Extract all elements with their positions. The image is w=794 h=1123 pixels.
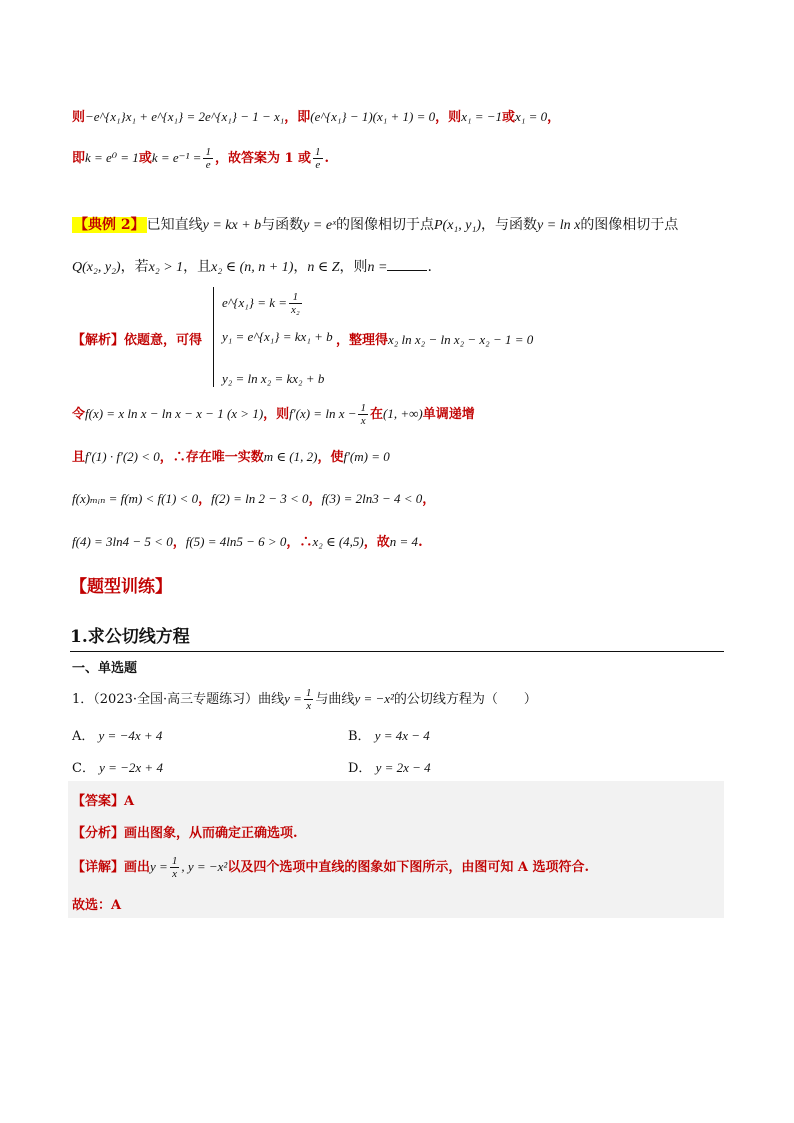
fraction: $\frac{1}{x}$ [360, 402, 366, 428]
equation: x₂ > 1 [148, 260, 184, 275]
system-eq-2 [222, 329, 333, 345]
text: 画出图象，从而确定正确选项. [124, 826, 298, 841]
text: 与函数 [261, 217, 304, 233]
text: ，故 [363, 535, 390, 550]
option-d[interactable] [348, 757, 431, 776]
equation: , y = −x² [181, 859, 228, 875]
fraction: $\frac{1}{x}$ [171, 855, 178, 881]
text: ， [308, 492, 322, 507]
text: ，整理得 [336, 333, 389, 348]
fraction: $\frac{1}{e}$ [315, 146, 321, 172]
analysis-line-qie [72, 446, 390, 465]
analysis-line-ling [72, 402, 475, 427]
subheading: 一、单选题 [72, 661, 138, 676]
text: ，则 [339, 259, 368, 275]
equation: e^{x₁} = k = [222, 295, 288, 311]
analysis-tag: 【解析】 [72, 333, 125, 348]
text: ， [172, 535, 186, 550]
option-c[interactable] [72, 757, 163, 776]
equation: (e^{x₁} − 1)(x₁ + 1) = 0 [310, 109, 436, 124]
equation: (1, +∞) [383, 406, 423, 422]
equation: f(3) = 2ln3 − 4 < 0 [321, 491, 423, 506]
heading-1: 1.求公切线方程 [70, 622, 724, 652]
option-letter: A． [72, 729, 95, 744]
option-a[interactable] [72, 725, 162, 744]
text: 且 [72, 450, 86, 465]
equation: x₁ = −1 [461, 109, 503, 124]
equation: m ∈ (1, 2) [263, 449, 318, 464]
answer-block [68, 781, 724, 918]
text: . [427, 259, 432, 275]
text: 与曲线 [315, 692, 355, 708]
text: 已知直线 [146, 217, 203, 233]
text: ，故答案为 1 或 [214, 151, 312, 167]
text: ，∴存在唯一实数 [159, 450, 264, 465]
text: ， [198, 492, 212, 507]
analysis-label: 【分析】 [72, 826, 125, 841]
equation: k = e⁰ = 1 [85, 150, 139, 166]
equation: y = eˣ [303, 218, 336, 233]
equation: y₂ = ln x₂ = kx₂ + b [222, 371, 325, 386]
equation: n = 4 [389, 534, 419, 549]
option-text: y = 4x − 4 [374, 728, 430, 743]
text: ，使 [317, 450, 344, 465]
text: 令 [72, 407, 86, 423]
equation: x₁ = 0 [515, 109, 548, 124]
text: ，且 [183, 259, 212, 275]
option-letter: C． [72, 761, 95, 776]
equation: −e^{x₁}x₁ + e^{x₁} = 2e^{x₁} − 1 − x₁ [85, 109, 285, 124]
analysis-result [336, 329, 533, 348]
equation: f(5) = 4ln5 − 6 > 0 [185, 534, 287, 549]
option-letter: B． [348, 729, 371, 744]
text: . [324, 151, 330, 167]
analysis-line-f4 [72, 531, 423, 550]
system-eq-3 [222, 371, 324, 387]
fraction: $\frac{1}{\text{x₂}}$ [291, 291, 300, 317]
solution-line-1 [72, 106, 560, 125]
equation: x₂ ∈ (n, n + 1) [211, 260, 294, 275]
text: ，则 [435, 110, 462, 125]
text: ，∴ [286, 535, 313, 550]
equation: P(x₁, y₁) [434, 218, 482, 233]
section-title: 【题型训练】 [70, 577, 172, 597]
equation: y = −x² [354, 691, 394, 707]
equation: f′(x) = ln x − [289, 406, 357, 422]
analysis-line-min [72, 488, 435, 507]
equation: y = ln x [537, 218, 581, 233]
text: 或 [502, 110, 516, 125]
text: 的公切线方程为（ ） [393, 692, 537, 708]
equation: x₂ ∈ (4,5) [312, 534, 364, 549]
equation: f′(1) · f′(2) < 0 [85, 449, 160, 464]
detail-line [72, 855, 589, 880]
text: 以及四个选项中直线的图象如下图所示，由图可知 A 选项符合. [227, 860, 589, 876]
equation: f′(m) = 0 [343, 449, 390, 464]
text: 依题意，可得 [124, 333, 203, 348]
example-2-line-2 [72, 256, 432, 276]
equation: Q(x₂, y₂) [72, 260, 121, 275]
option-b[interactable] [348, 725, 430, 744]
equation: k = e⁻¹ = [151, 150, 202, 166]
text: ， [422, 492, 436, 507]
option-letter: D． [348, 761, 372, 776]
equation: n ∈ Z [307, 260, 340, 275]
text: ，则 [263, 407, 290, 423]
question-1 [72, 687, 537, 712]
text: 画出 [124, 860, 151, 876]
text: 或 [138, 151, 152, 167]
text: 1．（2023·全国·高三专题练习）曲线 [72, 692, 285, 708]
text: 的图像相切于点 [336, 217, 434, 233]
fraction: $\frac{1}{x}$ [305, 687, 312, 713]
option-text: y = 2x − 4 [375, 760, 431, 775]
text: 在 [369, 407, 383, 423]
text: . [418, 535, 423, 550]
system-brace [213, 287, 220, 387]
fraction: $\frac{1}{e}$ [205, 146, 211, 172]
equation: y = [150, 859, 168, 875]
text: 则 [72, 110, 86, 125]
equation: f(x) = x ln x − ln x − x − 1 (x > 1) [85, 406, 264, 422]
equation: n = [367, 260, 388, 275]
answer-value: A [124, 794, 135, 809]
example-2-line-1 [72, 214, 678, 234]
example-tag: 【典例 2】 [74, 217, 145, 233]
text: ， [293, 259, 308, 275]
equation: f(2) = ln 2 − 3 < 0 [211, 491, 309, 506]
option-text: y = −4x + 4 [98, 728, 163, 743]
equation: y = kx + b [202, 218, 262, 233]
text: 的图像相切于点 [580, 217, 679, 233]
analysis-label [72, 329, 202, 348]
solution-line-2 [72, 146, 329, 171]
text: ，即 [284, 110, 311, 125]
text: ，若 [120, 259, 149, 275]
final-value: A [111, 898, 122, 913]
answer-blank [387, 270, 427, 271]
system-eq-1 [222, 291, 304, 316]
text: ， [547, 110, 561, 125]
equation: y₁ = e^{x₁} = kx₁ + b [222, 329, 333, 344]
text: 单调递增 [422, 407, 475, 423]
option-text: y = −2x + 4 [99, 760, 163, 775]
analysis-short [72, 822, 298, 841]
equation: x₂ ln x₂ − ln x₂ − x₂ − 1 = 0 [388, 332, 534, 347]
answer-line [72, 790, 134, 809]
text: 即 [72, 151, 86, 167]
equation: y = [284, 691, 302, 707]
final-label: 故选： [72, 898, 112, 913]
answer-label: 【答案】 [72, 794, 125, 809]
equation: f(x)ₘᵢₙ = f(m) < f(1) < 0 [72, 491, 199, 506]
final-line [72, 894, 121, 913]
text: ，与函数 [481, 217, 538, 233]
detail-label: 【详解】 [72, 860, 125, 876]
equation: f(4) = 3ln4 − 5 < 0 [72, 534, 173, 549]
